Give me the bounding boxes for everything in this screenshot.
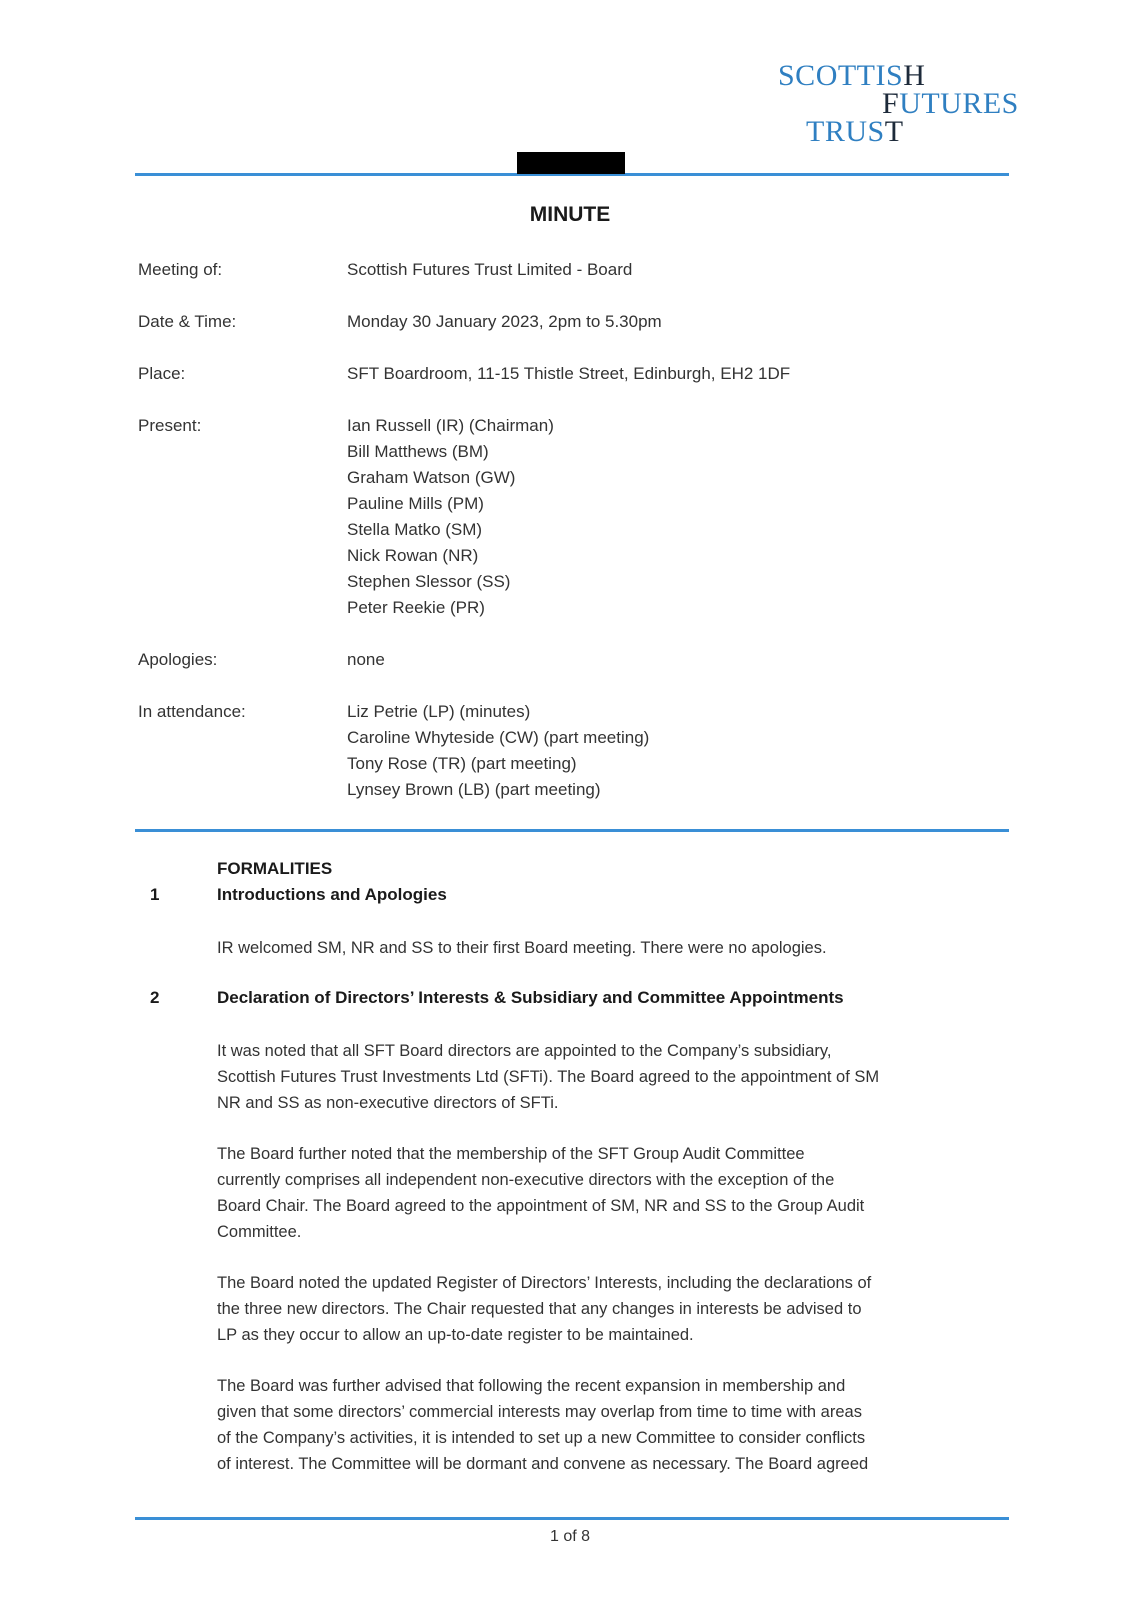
attendee: Liz Petrie (LP) (minutes) <box>347 702 531 721</box>
attendee: Pauline Mills (PM) <box>347 494 484 513</box>
item-heading: Introductions and Apologies <box>217 885 447 904</box>
attendee: Stella Matko (SM) <box>347 520 483 539</box>
meta-value: none <box>347 650 385 669</box>
paragraph <box>217 935 1007 961</box>
meta-label: Present: <box>138 416 202 435</box>
document-title: MINUTE <box>529 203 611 226</box>
attendee: Nick Rowan (NR) <box>347 546 479 565</box>
section-group-heading: FORMALITIES <box>217 859 333 878</box>
paragraph-line: the three new directors. The Chair requested that any changes in interests be advised to <box>217 1300 862 1318</box>
paragraph <box>217 1141 1007 1245</box>
paragraph-line: Board Chair. The Board agreed to the appointment of SM, NR and SS to the Group Audit <box>217 1197 865 1215</box>
paragraph-line: IR welcomed SM, NR and SS to their first Board meeting. There were no apologies. <box>217 939 827 957</box>
meta-label: Date & Time: <box>138 312 237 331</box>
attendee: Lynsey Brown (LB) (part meeting) <box>347 780 601 799</box>
attendee: Caroline Whyteside (CW) (part meeting) <box>347 728 650 747</box>
meta-label: Apologies: <box>138 650 218 669</box>
attendee: Ian Russell (IR) (Chairman) <box>347 416 554 435</box>
paragraph-line: The Board further noted that the membership of the SFT Group Audit Committee <box>217 1145 805 1163</box>
paragraph-line: NR and SS as non-executive directors of SFTi. <box>217 1094 559 1112</box>
item-number: 1 <box>150 885 160 904</box>
paragraph <box>217 1270 1007 1348</box>
meta-divider <box>135 829 1009 832</box>
redaction-block <box>517 152 625 174</box>
paragraph-line: The Board noted the updated Register of Directors’ Interests, including the declarations of <box>217 1274 872 1292</box>
item-heading: Declaration of Directors’ Interests & Subsidiary and Committee Appointments <box>217 988 844 1007</box>
paragraph-line: It was noted that all SFT Board directors are appointed to the Company’s subsidiary, <box>217 1042 832 1060</box>
meta-value: Scottish Futures Trust Limited - Board <box>347 260 633 279</box>
paragraph-line: Scottish Futures Trust Investments Ltd (SFTi). The Board agreed to the appointment of SM <box>217 1068 880 1086</box>
paragraph-line: given that some directors’ commercial interests may overlap from time to time with areas <box>217 1403 862 1421</box>
meta-value: SFT Boardroom, 11-15 Thistle Street, Edinburgh, EH2 1DF <box>347 364 791 383</box>
meta-value: Monday 30 January 2023, 2pm to 5.30pm <box>347 312 662 331</box>
attendee: Tony Rose (TR) (part meeting) <box>347 754 577 773</box>
paragraph-line: currently comprises all independent non-executive directors with the exception of the <box>217 1171 835 1189</box>
paragraph-line: of interest. The Committee will be dormant and convene as necessary. The Board agreed <box>217 1455 869 1473</box>
meta-label: Meeting of: <box>138 260 223 279</box>
organisation-logo: SCOTTISH FUTURES TRUST <box>778 59 1019 148</box>
paragraph-line: Committee. <box>217 1223 302 1241</box>
attendee: Stephen Slessor (SS) <box>347 572 511 591</box>
paragraph-line: of the Company’s activities, it is intended to set up a new Committee to consider conflicts <box>217 1429 866 1447</box>
paragraph-line: LP as they occur to allow an up-to-date register to be maintained. <box>217 1326 694 1344</box>
attendee: Bill Matthews (BM) <box>347 442 489 461</box>
item-number: 2 <box>150 988 160 1007</box>
paragraph <box>217 1373 1007 1477</box>
footer-divider <box>135 1517 1009 1520</box>
page-number: 1 of 8 <box>549 1528 591 1545</box>
paragraph <box>217 1038 1007 1116</box>
attendee: Graham Watson (GW) <box>347 468 516 487</box>
meta-label: In attendance: <box>138 702 246 721</box>
meta-label: Place: <box>138 364 186 383</box>
attendee: Peter Reekie (PR) <box>347 598 485 617</box>
paragraph-line: The Board was further advised that following the recent expansion in membership and <box>217 1377 846 1395</box>
